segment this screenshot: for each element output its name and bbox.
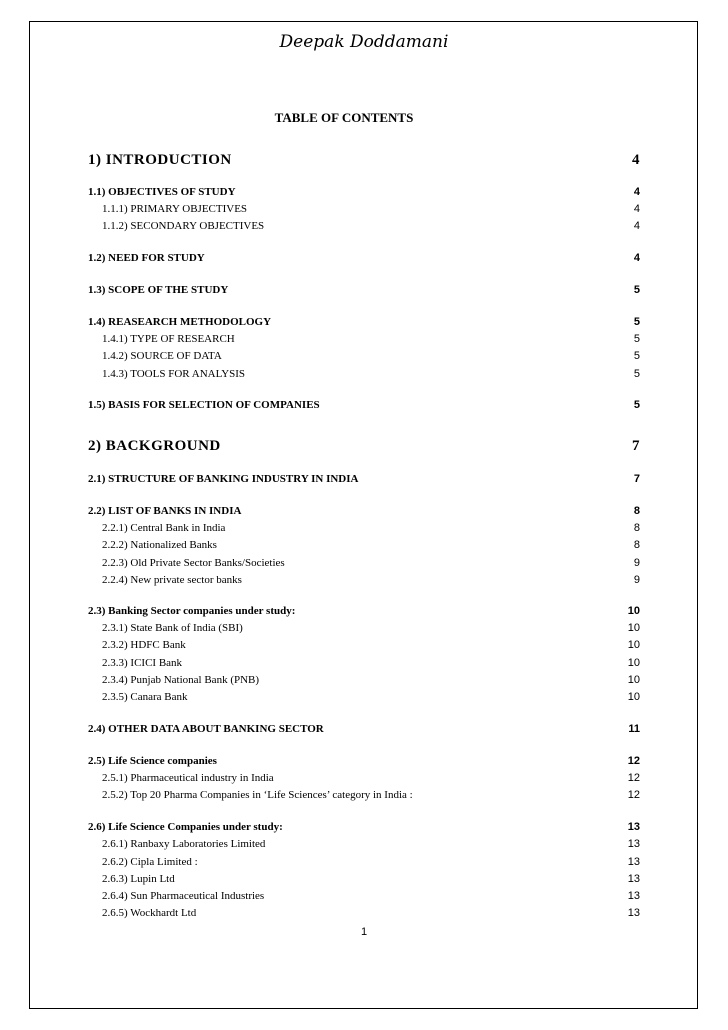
toc-entry-page: 10 <box>627 691 640 703</box>
toc-entry-page: 10 <box>627 622 640 634</box>
toc-entry-page: 10 <box>627 657 640 669</box>
toc-entry-text: 2.5.1) Pharmaceutical industry in India <box>102 772 274 784</box>
toc-entry[interactable] <box>88 723 640 739</box>
toc-entry[interactable] <box>88 186 640 202</box>
toc-entry[interactable] <box>88 522 640 538</box>
toc-entry[interactable] <box>88 674 640 690</box>
toc-entry-text: 2.3.5) Canara Bank <box>102 691 188 703</box>
toc-entry-page: 5 <box>633 350 640 362</box>
toc-entry-page: 5 <box>633 399 640 411</box>
toc-entry[interactable] <box>88 856 640 872</box>
toc-entry-text: 1.1) OBJECTIVES OF STUDY <box>88 186 236 198</box>
toc-entry-page: 13 <box>627 821 640 833</box>
toc-entry-text: 1.1.1) PRIMARY OBJECTIVES <box>102 203 248 215</box>
toc-entry-text: 2.2) LIST OF BANKS IN INDIA <box>88 505 242 517</box>
toc-entry-text: 2.2.2) Nationalized Banks <box>102 539 217 551</box>
toc-entry-page: 5 <box>633 284 640 296</box>
toc-entry[interactable] <box>88 907 640 923</box>
toc-entry-page: 7 <box>633 473 640 485</box>
toc-entry-page: 7 <box>632 438 640 454</box>
toc-entry[interactable] <box>88 316 640 332</box>
toc-entry-text: 1.2) NEED FOR STUDY <box>88 252 205 264</box>
page-header-author: Deepak Doddamani <box>279 32 449 52</box>
toc-entry[interactable] <box>88 657 640 673</box>
toc-entry-text: 2.4) OTHER DATA ABOUT BANKING SECTOR <box>88 723 324 735</box>
toc-entry-page: 5 <box>633 368 640 380</box>
toc-entry-text: 1.3) SCOPE OF THE STUDY <box>88 284 229 296</box>
toc-entry[interactable] <box>88 890 640 906</box>
toc-entry-page: 4 <box>633 252 640 264</box>
toc-entry[interactable] <box>88 333 640 349</box>
toc-entry-text: 2) BACKGROUND <box>88 438 221 454</box>
toc-entry-page: 12 <box>627 789 640 801</box>
toc-entry-page: 13 <box>627 838 640 850</box>
toc-entry-text: 1.4.1) TYPE OF RESEARCH <box>102 333 235 345</box>
toc-entry-page: 13 <box>627 907 640 919</box>
toc-entry-page: 8 <box>633 539 640 551</box>
toc-entry-text: 2.6.4) Sun Pharmaceutical Industries <box>102 890 265 902</box>
toc-entry-text: 2.6.5) Wockhardt Ltd <box>102 907 197 919</box>
toc-entry-page: 4 <box>633 186 640 198</box>
toc-entry[interactable] <box>88 821 640 837</box>
toc-entry-text: 2.5.2) Top 20 Pharma Companies in ‘Life Sciences’ category in India : <box>102 789 413 801</box>
toc-entry-text: 2.6) Life Science Companies under study: <box>88 821 283 833</box>
toc-entry[interactable] <box>88 368 640 384</box>
toc-entry-text: 1.1.2) SECONDARY OBJECTIVES <box>102 220 265 232</box>
toc-entry[interactable] <box>88 505 640 521</box>
toc-entry-page: 5 <box>633 333 640 345</box>
toc-entry-text: 1.4.3) TOOLS FOR ANALYSIS <box>102 368 246 380</box>
toc-entry-text: 2.3.3) ICICI Bank <box>102 657 183 669</box>
toc-entry-text: 2.2.4) New private sector banks <box>102 574 242 586</box>
toc-entry[interactable] <box>88 539 640 555</box>
toc-entry-text: 1) INTRODUCTION <box>88 152 232 168</box>
toc-entry-page: 11 <box>628 723 640 735</box>
toc-entry[interactable] <box>88 252 640 268</box>
toc-entry-page: 12 <box>627 755 640 767</box>
toc-entry-text: 1.4.2) SOURCE OF DATA <box>102 350 222 362</box>
toc-entry-page: 9 <box>633 574 640 586</box>
toc-entry[interactable] <box>88 220 640 236</box>
toc-entry-page: 13 <box>627 856 640 868</box>
toc-entry-introduction[interactable] <box>88 152 640 172</box>
toc-entry[interactable] <box>88 789 640 805</box>
toc-entry-text: 1.5) BASIS FOR SELECTION OF COMPANIES <box>88 399 320 411</box>
toc-entry-text: 2.6.1) Ranbaxy Laboratories Limited <box>102 838 266 850</box>
page-number: 1 <box>360 926 368 938</box>
toc-entry[interactable] <box>88 557 640 573</box>
toc-entry[interactable] <box>88 473 640 489</box>
toc-entry-text: 2.1) STRUCTURE OF BANKING INDUSTRY IN INDIA <box>88 473 359 485</box>
toc-entry[interactable] <box>88 755 640 771</box>
toc-entry-page: 10 <box>627 605 640 617</box>
toc-entry-text: 2.2.1) Central Bank in India <box>102 522 226 534</box>
toc-entry-text: 2.3.2) HDFC Bank <box>102 639 186 651</box>
toc-entry-text: 2.3.1) State Bank of India (SBI) <box>102 622 243 634</box>
toc-entry-page: 12 <box>627 772 640 784</box>
toc-entry-page: 4 <box>633 203 640 215</box>
toc-entry-text: 2.2.3) Old Private Sector Banks/Societies <box>102 557 285 569</box>
toc-entry-background[interactable] <box>88 438 640 458</box>
toc-entry[interactable] <box>88 574 640 590</box>
toc-title: TABLE OF CONTENTS <box>274 110 414 125</box>
toc-entry-text: 2.6.3) Lupin Ltd <box>102 873 175 885</box>
toc-entry-text: 2.5) Life Science companies <box>88 755 217 767</box>
toc-entry-text: 2.3) Banking Sector companies under study: <box>88 605 296 617</box>
toc-entry-page: 4 <box>633 220 640 232</box>
toc-entry[interactable] <box>88 691 640 707</box>
toc-entry[interactable] <box>88 605 640 621</box>
toc-entry-page: 13 <box>627 890 640 902</box>
toc-entry-page: 8 <box>633 505 640 517</box>
toc-entry[interactable] <box>88 838 640 854</box>
toc-entry-page: 10 <box>627 639 640 651</box>
toc-entry-page: 10 <box>627 674 640 686</box>
toc-entry-page: 8 <box>633 522 640 534</box>
toc-entry-text: 1.4) REASEARCH METHODOLOGY <box>88 316 272 328</box>
toc-entry[interactable] <box>88 350 640 366</box>
toc-entry-text: 2.6.2) Cipla Limited : <box>102 856 198 868</box>
toc-entry-page: 13 <box>627 873 640 885</box>
toc-entry[interactable] <box>88 873 640 889</box>
toc-entry-page: 4 <box>632 152 640 168</box>
toc-entry[interactable] <box>88 639 640 655</box>
toc-entry[interactable] <box>88 622 640 638</box>
toc-entry[interactable] <box>88 284 640 300</box>
toc-entry[interactable] <box>88 772 640 788</box>
toc-entry-text: 2.3.4) Punjab National Bank (PNB) <box>102 674 260 686</box>
toc-entry-page: 5 <box>633 316 640 328</box>
toc-entry[interactable] <box>88 399 640 415</box>
toc-entry-page: 9 <box>633 557 640 569</box>
toc-entry[interactable] <box>88 203 640 219</box>
